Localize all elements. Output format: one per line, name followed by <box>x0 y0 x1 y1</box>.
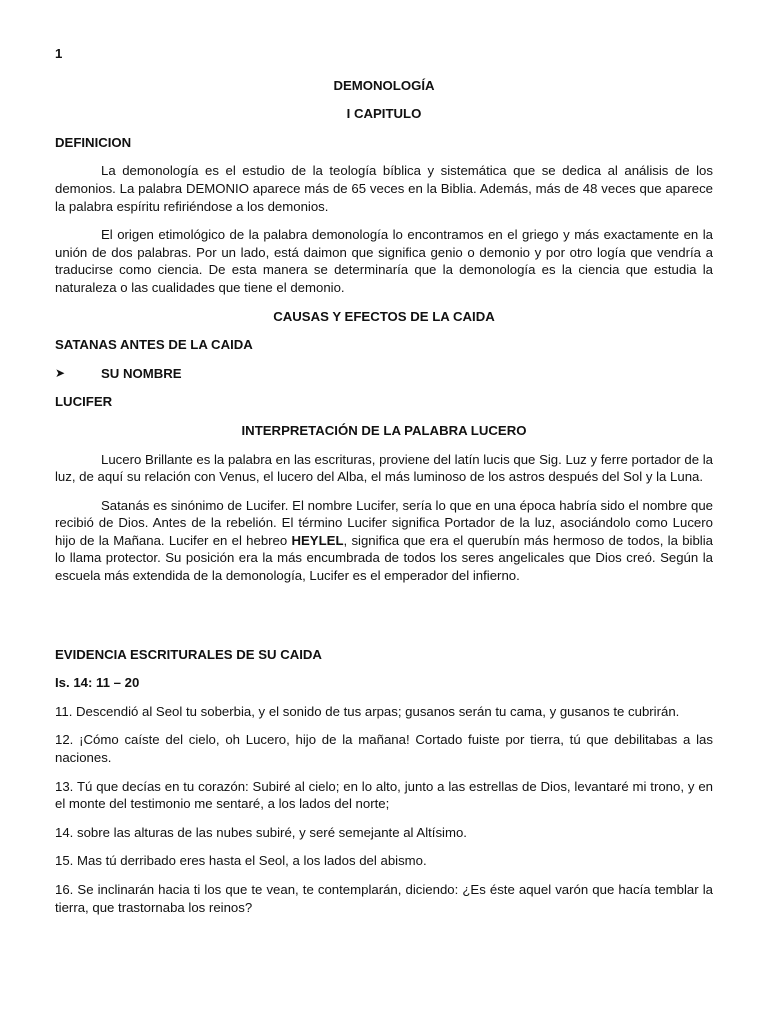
section-gap <box>55 596 713 646</box>
scripture-reference: Is. 14: 11 – 20 <box>55 675 140 691</box>
definition-paragraph-1: La demonología es el estudio de la teología bíblica y sistemática que se dedica al análisis de los demonios. La palabra DEMONIO aparece más de 65 veces en la Biblia. Además, más de 48 veces que aparece la palabra espíritu refiriéndose a los demonios. <box>55 163 713 214</box>
document-title: DEMONOLOGÍA <box>333 77 435 93</box>
verse-item: 16. Se inclinarán hacia ti los que te vean, te contemplarán, diciendo: ¿Es éste aquel varón que hacía temblar la tierra, que trastornaba los reinos? <box>55 882 713 915</box>
heylel-term: HEYLEL <box>291 532 344 548</box>
page-number: 1 <box>55 46 63 61</box>
bullet-label: SU NOMBRE <box>101 365 182 381</box>
verse-item: 13. Tú que decías en tu corazón: Subiré al cielo; en lo alto, junto a las estrellas de Dios, levantaré mi trono, y en el monte del testimonio me sentaré, a los lados del norte; <box>55 778 713 812</box>
verse-item: 15. Mas tú derribado eres hasta el Seol, a los lados del abismo. <box>55 853 427 869</box>
verse-item: 14. sobre las alturas de las nubes subiré, y seré semejante al Altísimo. <box>55 824 467 840</box>
lucero-paragraph: Lucero Brillante es la palabra en las escrituras, proviene del latín lucis que Sig. Luz y ferre portador de la luz, de aquí su relación con Venus, el lucero del Alba, el más luminoso de los astros después del Sol y la Luna. <box>55 451 713 485</box>
evidence-heading: EVIDENCIA ESCRITURALES DE SU CAIDA <box>55 646 322 662</box>
satan-text-after: , significa que era el querubín más hermoso de todos, la biblia lo llama protector. Su posición era la más encumbrada de todos los seres angelicales que Dios creó. Según la escuela más extendida de la demonología, Lucifer es el emperador del infierno. <box>55 532 713 584</box>
causes-heading: CAUSAS Y EFECTOS DE LA CAIDA <box>273 308 495 324</box>
before-fall-heading: SATANAS ANTES DE LA CAIDA <box>55 337 253 353</box>
verse-item: 11. Descendió al Seol tu soberbia, y el sonido de tus arpas; gusanos serán tu cama, y gusanos te cubrirán. <box>55 703 680 719</box>
lucifer-heading: LUCIFER <box>55 394 113 410</box>
satan-text-before: Satanás es sinónimo de Lucifer. El nombre Lucifer, sería lo que en una época habría sido el nombre que recibió de Dios. Antes de la rebelión. El término Lucifer significa Portador de la luz, asociándolo como Lucero hijo de la Mañana. Lucifer en el hebreo <box>55 497 713 548</box>
definition-heading: DEFINICION <box>55 134 132 150</box>
definition-paragraph-2: El origen etimológico de la palabra demonología lo encontramos en el griego y más exactamente en la unión de dos palabras. Por un lado, está daimon que significa genio o demonio y por otro logía que vendría a traducirse como ciencia. De esta manera se determinaría que la demonología es la ciencia que estudia la naturaleza o las cualidades que tiene el demonio. <box>55 227 713 295</box>
interpretation-heading: INTERPRETACIÓN DE LA PALABRA LUCERO <box>241 422 527 438</box>
satan-paragraph <box>55 497 713 585</box>
chapter-title: I CAPITULO <box>346 106 422 122</box>
verse-item: 12. ¡Cómo caíste del cielo, oh Lucero, hijo de la mañana! Cortado fuiste por tierra, tú que debilitabas a las naciones. <box>55 732 713 766</box>
bullet-item <box>55 365 713 383</box>
arrowhead-bullet-icon: ➤ <box>55 365 66 380</box>
